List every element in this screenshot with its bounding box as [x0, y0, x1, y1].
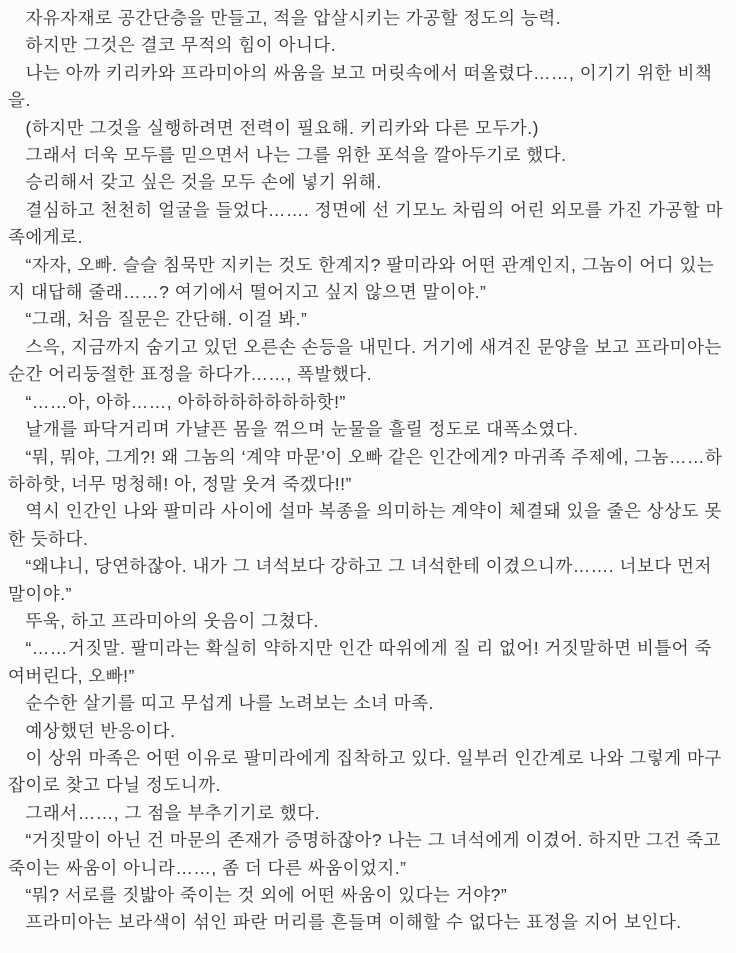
paragraph: 결심하고 천천히 얼굴을 들었다……. 정면에 선 기모노 차림의 어린 외모를 가진 가공할 마족에게로. — [8, 199, 723, 248]
paragraph-dialogue: “뭐, 뭐야, 그게?! 왜 그놈의 ‘계약 마문’이 오빠 같은 인간에게? 마귀족 주제에, 그놈……하하하핫, 너무 멍청해! 아, 정말 웃겨 죽겠다!!” — [8, 446, 723, 494]
paragraph: 자유자재로 공간단층을 만들고, 적을 압살시키는 가공할 정도의 능력. — [25, 8, 562, 28]
paragraph: 순수한 살기를 띠고 무섭게 나를 노려보는 소녀 마족. — [25, 693, 434, 714]
paragraph: 그래서 더욱 모두를 믿으면서 나는 그를 위한 포석을 깔아두기로 했다. — [25, 145, 567, 166]
paragraph-dialogue: “왜냐니, 당연하잖아. 내가 그 녀석보다 강하고 그 녀석한테 이겼으니까……. 너보다 먼저 말이야.” — [8, 556, 712, 604]
paragraph: 나는 아까 키리카와 프라미아의 싸움을 보고 머릿속에서 떠올렸다……, 이기기 위한 비책을. — [8, 62, 713, 111]
paragraph-dialogue: “……거짓말. 팔미라는 확실히 약하지만 인간 따위에게 질 리 없어! 거짓말하면 비틀어 죽여버린다, 오빠!” — [8, 638, 712, 686]
paragraph-parenthetical: (하지만 그것을 실행하려면 전력이 필요해. 키리카와 다른 모두가.) — [25, 117, 539, 138]
paragraph-dialogue: “거짓말이 아닌 건 마문의 존재가 증명하잖아? 나는 그 녀석에게 이겼어. 하지만 그건 죽고 죽이는 싸움이 아니라……, 좀 더 다른 싸움이었지.” — [8, 830, 721, 878]
paragraph: 그래서……, 그 점을 부추기기로 했다. — [25, 802, 320, 823]
paragraph: 역시 인간인 나와 팔미라 사이에 설마 복종을 의미하는 계약이 체결돼 있을 줄은 상상도 못한 듯하다. — [8, 501, 722, 549]
paragraph: 승리해서 갖고 싶은 것을 모두 손에 넣기 위해. — [25, 172, 382, 193]
paragraph-dialogue: “……아, 아하……, 아하하하하하하하핫!” — [25, 391, 346, 412]
paragraph-dialogue: “그래, 처음 질문은 간단해. 이걸 봐.” — [25, 309, 308, 330]
paragraph-dialogue: “뭐? 서로를 짓밟아 죽이는 것 외에 어떤 싸움이 있다는 거야?” — [25, 885, 508, 905]
paragraph: 예상했던 반응이다. — [25, 720, 176, 741]
paragraph-dialogue: “자자, 오빠. 슬슬 침묵만 지키는 것도 한계지? 팔미라와 어떤 관계인지, 그놈이 어디 있는지 대답해 줄래……? 여기에서 떨어지고 싶지 않으면 말이야.” — [8, 254, 715, 303]
paragraph: 뚜욱, 하고 프라미아의 웃음이 그쳤다. — [25, 610, 319, 631]
paragraph: 스윽, 지금까지 숨기고 있던 오른손 손등을 내민다. 거기에 새겨진 문양을 보고 프라미아는 순간 어리둥절한 표정을 하다가……, 폭발했다. — [8, 336, 722, 385]
paragraph: 이 상위 마족은 어떤 이유로 팔미라에게 집착하고 있다. 일부러 인간계로 나와 그렇게 마구잡이로 찾고 다닐 정도니까. — [8, 747, 722, 796]
paragraph: 하지만 그것은 결코 무적의 힘이 아니다. — [25, 35, 337, 56]
paragraph: 날개를 파닥거리며 가냘픈 몸을 꺾으며 눈물을 흘릴 정도로 대폭소였다. — [25, 419, 579, 440]
paragraph: 프라미아는 보라색이 섞인 파란 머리를 흔들며 이해할 수 없다는 표정을 지어 보인다. — [25, 912, 682, 933]
